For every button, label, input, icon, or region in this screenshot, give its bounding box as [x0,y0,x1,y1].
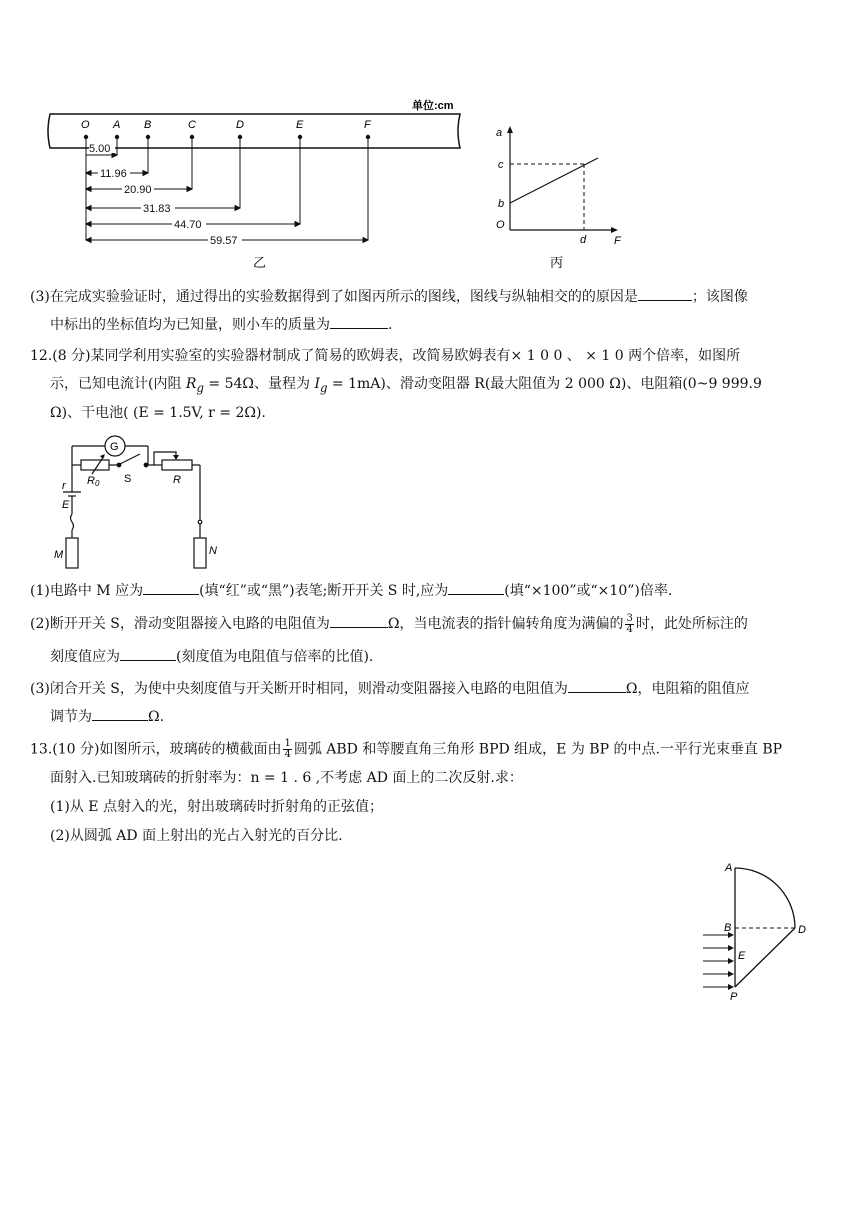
point-D: D [236,119,244,131]
q12-line2: 示，已知电流计(内阻 $R_g = 54\Omega$、量程为 $I_g = 1mA$)、滑动变阻器 R(最大阻值为 2 000 Ω)、电阻箱(0~9 999.9 [50,376,762,395]
r-label: r [62,480,66,492]
galvanometer-label: G [110,441,119,453]
glass-label-B: B [724,922,732,934]
origin-label: O [496,219,505,231]
dist-OE: 44.70 [174,219,202,231]
q12-3-line1: (3)闭合开关 S，为使中央刻度值与开关断开时相同，则滑动变阻器接入电路的电阻值为 Ω，电阻箱的阻值应 [30,678,749,699]
fraction-1-4: $\frac{1}{4}$ [284,738,291,760]
glass-label-D: D [798,924,806,936]
dist-OD: 31.83 [143,203,171,215]
q13-line1: 13.(10 分)如图所示，玻璃砖的横截面由 $\frac{1}{4}$ 圆弧 ABD 和等腰直角三角形 BPD 组成，E 为 BP 的中点.一平行光束垂直 BP [30,738,783,760]
q12-2-line2: 刻度值应为 (刻度值为电阻值与倍率的比值). [50,646,373,667]
fraction-3-4: $\frac{3}{4}$ [626,612,633,635]
q13-line2: 面射入.已知玻璃砖的折射率为：n = 1 . 6 ,不考虑 AD 面上的二次反射.求： [50,770,523,786]
q12-3-line2: 调节为 Ω. [50,706,164,727]
glass-brick-figure [700,855,820,1005]
answer-blank[interactable] [448,580,504,595]
point-C: C [188,119,196,131]
R0-label: R0 [87,475,100,488]
q12-line1: 12.(8 分)某同学利用实验室的实验器材制成了简易的欧姆表，改简易欧姆表有× 1 0 0 、 × 1 0 两个倍率，如图所 [30,348,741,364]
dist-OA: 5.00 [89,143,111,155]
label-d: d [580,234,587,246]
axis-F-label: F [614,235,621,247]
figure-yi-tape [40,95,480,275]
point-F: F [364,119,371,131]
circuit-diagram [48,432,228,577]
point-B: B [144,119,152,131]
answer-blank[interactable] [330,314,388,329]
axis-a-label: a [496,127,503,139]
dist-OB: 11.96 [100,168,127,180]
q13-1: (1)从 E 点射入的光，射出玻璃砖时折射角的正弦值； [50,799,383,815]
q12-2-line1: (2)断开开关 S，滑动变阻器接入电路的电阻值为 Ω，当电流表的指针偏转角度为满偏的 $\frac{3}{4}$ 时，此处所标注的 [30,612,748,635]
answer-blank[interactable] [92,706,148,721]
label-b: b [498,198,505,210]
answer-blank[interactable] [120,646,176,661]
R-label: R [173,474,181,486]
glass-label-A: A [725,862,733,874]
M-label: M [54,549,64,561]
answer-blank[interactable] [638,286,692,301]
q11-3-line2: 中标出的坐标值均为已知量，则小车的质量为 . [50,314,392,335]
q12-1: (1)电路中 M 应为 (填“红”或“黑”)表笔;断开开关 S 时,应为 (填“×100”或“×10”)倍率. [30,580,672,601]
point-A: A [113,119,121,131]
figure-yi-caption: 乙 [253,255,267,270]
E-label: E [62,499,70,511]
answer-blank[interactable] [143,580,199,595]
unit-label: 单位:cm [412,100,454,112]
label-c: c [498,159,504,171]
figure-bing-graph [490,120,630,272]
glass-label-P: P [730,991,738,1003]
dist-OF: 59.57 [210,235,238,247]
q11-3-line1: (3)在完成实验验证时，通过得出的实验数据得到了如图丙所示的图线，图线与纵轴相交的的原因是 ；该图像 [30,286,748,307]
glass-label-E: E [738,950,746,962]
point-O: O [81,119,90,131]
dist-OC: 20.90 [124,184,152,196]
q12-line3: Ω)、干电池( (E = 1.5V, r = 2Ω). [50,405,266,421]
figure-bing-caption: 丙 [550,255,564,270]
switch-S-label: S [124,473,132,485]
q13-2: (2)从圆弧 AD 面上射出的光占入射光的百分比. [50,828,343,844]
N-label: N [209,545,217,557]
point-E: E [296,119,304,131]
answer-blank[interactable] [568,678,626,693]
answer-blank[interactable] [330,613,388,628]
